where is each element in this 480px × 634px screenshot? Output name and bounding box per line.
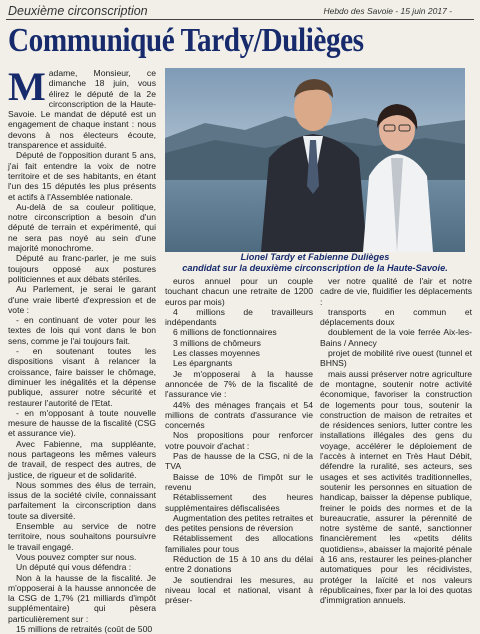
paragraph: Non à la hausse de la fiscalité. Je m'opposerai à la hausse annoncée de la CSG de 1,7% (21 milliards d'impôt supplémentaire) qui pèsera particulièrement sur :	[8, 572, 156, 624]
paragraph: Les épargnants	[173, 358, 233, 369]
section-title: Deuxième circonscription	[8, 4, 148, 18]
paragraph: Au Parlement, je serai le garant d'une vraie liberté d'expression et de vote :	[8, 284, 156, 315]
paragraph: Augmentation des petites retraites et des petites pensions de réversion	[165, 512, 313, 534]
paragraph: - en m'opposant à toute nouvelle mesure de hausse de la fiscalité (CSG et assurance vie).	[8, 407, 156, 439]
paragraph: Je soutiendrai les mesures, au niveau local et national, visant à préser-	[165, 574, 313, 606]
paragraph: Avec Fabienne, ma suppléante, nous partageons les mêmes valeurs de travail, de respect des autres, de justice, de rigueur et de solidarité.	[8, 438, 156, 480]
paragraph: Député de l'opposition durant 5 ans, j'ai fait entendre la voix de notre territoire et de ses habitants, en étant l'un des 15 députés les plus présents et actifs à l'Assemblée nationale.	[8, 150, 156, 202]
paragraph: euros annuel pour un couple touchant chacun une retraite de 1200 euros par mois)	[165, 276, 313, 307]
paragraph: transports en commun et déplacements doux	[320, 306, 472, 328]
page-header	[6, 3, 474, 20]
article-column-2	[165, 276, 313, 606]
article-column-3	[320, 276, 472, 606]
drop-cap: M	[8, 64, 46, 109]
paragraph: mais aussi préserver notre agriculture de montagne, soutenir notre activité économique, favoriser la construction de logements pour tous, soutenir la construction de maison de retraites et de résidences seniors, lutter contre les installations illégales des gens du voyage, accélérer le déploiement de l'accès à internet en Très Haut Débit, défendre la ruralité, ses acteurs, ses usages et ses activités traditionnelles, soutenir les personnes en situation de handicap, baisser la dépense publique, freiner le poids des normes et de la bureaucratie, assurer la pérennité de notre système de santé, sanctionner financièrement les «petits délits quotidiens», abaisser la majorité pénale à 16 ans, restaurer les peines-plancher automatiques pour les récidivistes, protéger la laïcité et nos valeurs républicaines, fixer par la loi des quotas d'immigration annuels.	[320, 368, 472, 606]
caption-description: candidat sur la deuxième circonscription de la Haute-Savoie.	[182, 263, 448, 273]
paragraph: Je m'opposerai à la hausse annoncée de 7% de la fiscalité de l'assurance vie :	[165, 368, 313, 400]
paragraph: 44% des ménages français et 54 millions de contrats d'assurance vie concernés	[165, 399, 313, 431]
paragraph: Rétablissement des heures supplémentaires défiscalisées	[165, 492, 313, 513]
article-column-1	[8, 64, 156, 634]
paragraph: ver notre qualité de l'air et notre cadre de vie, fluidifier les déplacements :	[320, 276, 472, 307]
paragraph: Ensemble au service de notre territoire, nous souhaitons poursuivre le travail engagé.	[8, 521, 156, 552]
paragraph: Nos propositions pour renforcer votre pouvoir d'achat :	[165, 430, 313, 451]
paragraph: Vous pouvez compter sur nous.	[16, 551, 137, 562]
photo-caption	[165, 252, 465, 274]
headline: Communiqué Tardy/Dulièges	[8, 22, 364, 59]
paragraph: 15 millions de retraités (coût de 500	[16, 624, 153, 634]
caption-names: Lionel Tardy et Fabienne Dulièges	[240, 252, 390, 262]
paragraph: - en soutenant toutes les dispositions visant à relancer la croissance, faire baisser le chômage, diminuer les inégalités et la dépense publique, assurer notre sécurité et restaurer l'autorité de l'Etat.	[8, 346, 156, 408]
paragraph: doublement de la voie ferrée Aix-les-Bains / Annecy	[320, 327, 472, 348]
paragraph: 6 millions de fonctionnaires	[173, 327, 277, 338]
publication-info: Hebdo des Savoie - 15 juin 2017 -	[323, 6, 452, 16]
paragraph: Baisse de 10% de l'impôt sur le revenu	[165, 471, 313, 492]
paragraph: Au-delà de sa couleur politique, notre circonscription a besoin d'un député de terrain et expérimenté, qui ne sera pas noyé au sein d'une majorité monochrome.	[8, 201, 156, 254]
candidates-photo	[165, 68, 465, 252]
paragraph: Rétablissement des allocations familiales pour tous	[165, 533, 313, 554]
paragraph: Nous sommes des élus de terrain, issus de la société civile, connaissant parfaitement la circonscription dans toute sa diversité.	[8, 479, 156, 521]
paragraph: 3 millions de chômeurs	[173, 337, 261, 348]
paragraph: - en continuant de voter pour les textes de lois qui vont dans le bon sens, comme je l'ai toujours fait.	[8, 315, 156, 346]
paragraph: Réduction de 15 à 10 ans du délai entre 2 donations	[165, 554, 313, 575]
paragraph: projet de mobilité rive ouest (tunnel et BHNS)	[320, 348, 472, 369]
photo-illustration	[165, 68, 465, 252]
paragraph: Les classes moyennes	[173, 348, 260, 359]
paragraph: Pas de hausse de la CSG, ni de la TVA	[165, 451, 313, 472]
paragraph: Un député qui vous défendra :	[16, 562, 132, 573]
paragraph: 4 millions de travailleurs indépendants	[165, 306, 313, 328]
paragraph: adame, Monsieur, ce dimanche 18 juin, vous élirez le député de la 2e circonscription de la Haute-Savoie. Le mandat de député est un engagement de chaque instant : nous devons à nos électeurs écoute, transparence et assiduité.	[8, 68, 156, 151]
paragraph: Député au franc-parler, je me suis toujours opposé aux postures politiciennes et aux débats stériles.	[8, 253, 156, 284]
